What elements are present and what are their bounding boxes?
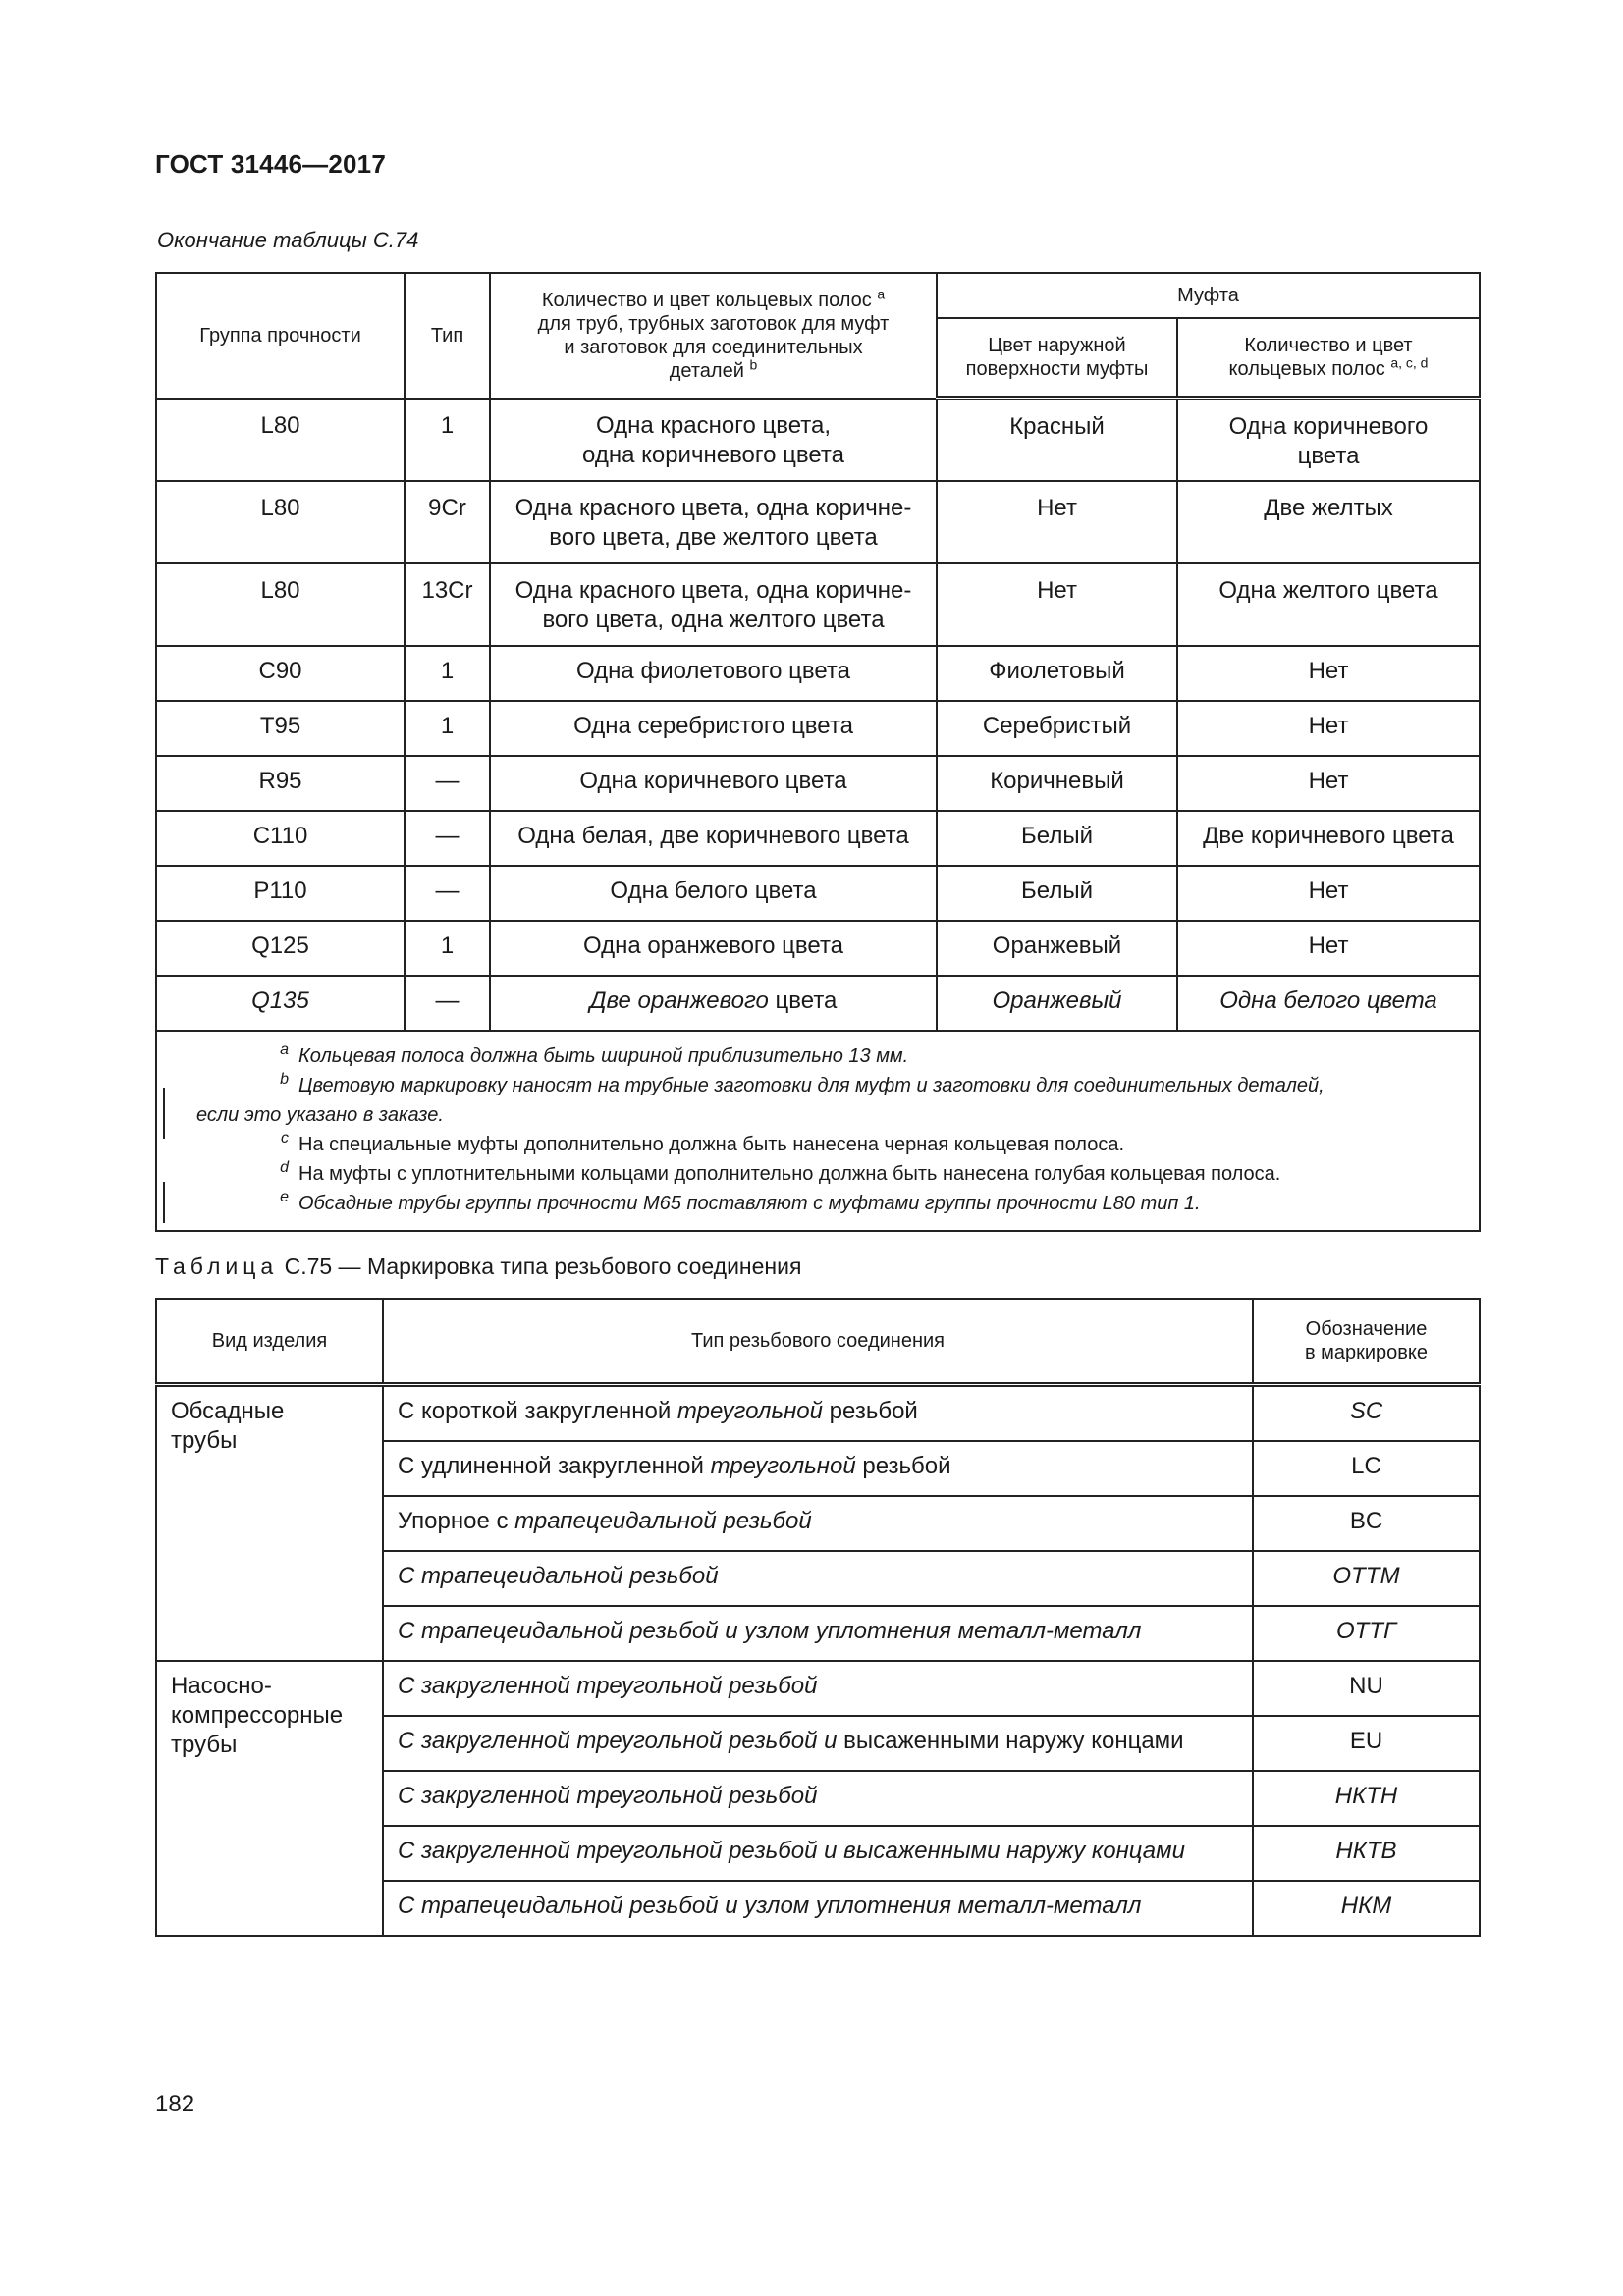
header-pipe-stripes: Количество и цвет кольцевых полос $^a$ для труб, трубных заготовок для муфт и заготовок для соединительных деталей $^b$ xyxy=(490,273,937,399)
cell-coupling-stripes: Одна коричневого цвета xyxy=(1177,399,1480,481)
cell-coupling-stripes: Нет xyxy=(1177,921,1480,976)
table-row xyxy=(156,481,1480,563)
table-row xyxy=(156,1661,1480,1716)
cell-coupling-color: Серебристый xyxy=(937,701,1177,756)
cell-coupling-color: Нет xyxy=(937,563,1177,646)
header-coupling-stripes: Количество и цвет кольцевых полос $^{a, c, d}$ xyxy=(1177,318,1480,399)
cell-group: Q135 xyxy=(156,976,405,1031)
cell-stripes: Одна серебристого цвета xyxy=(490,701,937,756)
cell-type: 1 xyxy=(405,921,490,976)
cell-stripes: Одна красного цвета, одна коричне- вого цвета, две желтого цвета xyxy=(490,481,937,563)
cell-code: ОТТГ xyxy=(1253,1606,1480,1661)
cell-stripes: Две оранжевого цвета xyxy=(490,976,937,1031)
cell-code: SC xyxy=(1253,1385,1480,1442)
cell-coupling-stripes: Нет xyxy=(1177,701,1480,756)
table-row xyxy=(156,701,1480,756)
header-coupling-color: Цвет наружной поверхности муфты xyxy=(937,318,1177,399)
cell-coupling-color: Оранжевый xyxy=(937,921,1177,976)
cell-coupling-stripes: Нет xyxy=(1177,866,1480,921)
cell-thread: С закругленной треугольной резьбой и высаженными наружу концами xyxy=(383,1716,1253,1771)
cell-type: 9Cr xyxy=(405,481,490,563)
cell-type: 1 xyxy=(405,399,490,481)
cell-code: ОТТМ xyxy=(1253,1551,1480,1606)
table-c74 xyxy=(155,272,1481,1232)
cell-group: Q125 xyxy=(156,921,405,976)
cell-coupling-stripes: Две коричневого цвета xyxy=(1177,811,1480,866)
cell-type: — xyxy=(405,756,490,811)
cell-thread: С удлиненной закругленной треугольной резьбой xyxy=(383,1441,1253,1496)
cell-code: LC xyxy=(1253,1441,1480,1496)
footnote-d: d На муфты с уплотнительными кольцами дополнительно должна быть нанесена голубая кольцевая полоса. xyxy=(280,1158,1281,1185)
header-coupling: Муфта xyxy=(937,273,1480,318)
cell-code: НКТН xyxy=(1253,1771,1480,1826)
document-title: ГОСТ 31446—2017 xyxy=(155,149,386,179)
cell-thread: С трапецеидальной резьбой и узлом уплотнения металл-металл xyxy=(383,1606,1253,1661)
table-row xyxy=(156,563,1480,646)
header-thread-type: Тип резьбового соединения xyxy=(383,1299,1253,1385)
header-type: Тип xyxy=(405,273,490,399)
header-strength-group: Группа прочности xyxy=(156,273,405,399)
cell-coupling-stripes: Нет xyxy=(1177,756,1480,811)
table-c74-caption: Окончание таблицы С.74 xyxy=(157,228,419,252)
table-c75-caption: Таблица С.75 — Маркировка типа резьбового соединения xyxy=(155,1254,802,1279)
header-marking-code: Обозначение в маркировке xyxy=(1253,1299,1480,1385)
cell-stripes: Одна белая, две коричневого цвета xyxy=(490,811,937,866)
cell-stripes: Одна фиолетового цвета xyxy=(490,646,937,701)
cell-coupling-color: Фиолетовый xyxy=(937,646,1177,701)
cell-thread: Упорное с трапецеидальной резьбой xyxy=(383,1496,1253,1551)
cell-group: P110 xyxy=(156,866,405,921)
cell-coupling-color: Белый xyxy=(937,811,1177,866)
table-c75 xyxy=(155,1298,1481,1937)
cell-product-casing: Обсадные трубы xyxy=(156,1385,383,1662)
cell-stripes: Одна красного цвета, одна коричне- вого цвета, одна желтого цвета xyxy=(490,563,937,646)
cell-type: 1 xyxy=(405,646,490,701)
change-bar xyxy=(163,1088,165,1139)
footnote-b: b Цветовую маркировку наносят на трубные заготовки для муфт и заготовки для соединительных деталей, xyxy=(280,1070,1325,1096)
cell-coupling-color: Красный xyxy=(937,399,1177,481)
cell-thread: С закругленной треугольной резьбой xyxy=(383,1771,1253,1826)
cell-code: EU xyxy=(1253,1716,1480,1771)
cell-group: R95 xyxy=(156,756,405,811)
cell-code: BC xyxy=(1253,1496,1480,1551)
cell-coupling-color: Оранжевый xyxy=(937,976,1177,1031)
cell-type: 13Cr xyxy=(405,563,490,646)
table-row xyxy=(156,921,1480,976)
cell-thread: С закругленной треугольной резьбой и высаженными наружу концами xyxy=(383,1826,1253,1881)
cell-coupling-color: Коричневый xyxy=(937,756,1177,811)
table-row xyxy=(156,976,1480,1031)
header-product-type: Вид изделия xyxy=(156,1299,383,1385)
cell-coupling-stripes: Нет xyxy=(1177,646,1480,701)
cell-code: NU xyxy=(1253,1661,1480,1716)
cell-coupling-stripes: Одна белого цвета xyxy=(1177,976,1480,1031)
table-footnotes xyxy=(156,1031,1480,1231)
cell-group: C110 xyxy=(156,811,405,866)
cell-type: — xyxy=(405,866,490,921)
cell-code: НКТВ xyxy=(1253,1826,1480,1881)
change-bar xyxy=(163,1182,165,1223)
table-row xyxy=(156,756,1480,811)
cell-group: T95 xyxy=(156,701,405,756)
cell-group: L80 xyxy=(156,563,405,646)
cell-group: L80 xyxy=(156,399,405,481)
cell-coupling-stripes: Две желтых xyxy=(1177,481,1480,563)
page-number: 182 xyxy=(155,2091,195,2117)
table-notes-row xyxy=(156,1031,1480,1231)
table-row xyxy=(156,811,1480,866)
footnote-e: e Обсадные трубы группы прочности М65 поставляют с муфтами группы прочности L80 тип 1. xyxy=(280,1188,1201,1214)
cell-type: — xyxy=(405,976,490,1031)
cell-code: НКМ xyxy=(1253,1881,1480,1936)
cell-stripes: Одна оранжевого цвета xyxy=(490,921,937,976)
cell-coupling-stripes: Одна желтого цвета xyxy=(1177,563,1480,646)
cell-thread: С закругленной треугольной резьбой xyxy=(383,1661,1253,1716)
cell-thread: С трапецеидальной резьбой xyxy=(383,1551,1253,1606)
cell-group: C90 xyxy=(156,646,405,701)
cell-group: L80 xyxy=(156,481,405,563)
table-row xyxy=(156,399,1480,481)
cell-type: 1 xyxy=(405,701,490,756)
cell-product-tubing: Насосно- компрессорные трубы xyxy=(156,1661,383,1936)
table-row xyxy=(156,646,1480,701)
cell-thread: С короткой закругленной треугольной резьбой xyxy=(383,1385,1253,1442)
cell-coupling-color: Нет xyxy=(937,481,1177,563)
cell-stripes: Одна красного цвета, одна коричневого цвета xyxy=(490,399,937,481)
cell-thread: С трапецеидальной резьбой и узлом уплотнения металл-металл xyxy=(383,1881,1253,1936)
footnote-a: a Кольцевая полоса должна быть шириной приблизительно 13 мм. xyxy=(280,1041,909,1067)
footnote-b-continued: если это указано в заказе. xyxy=(196,1103,444,1126)
table-row xyxy=(156,866,1480,921)
footnote-c: c На специальные муфты дополнительно должна быть нанесена черная кольцевая полоса. xyxy=(281,1129,1124,1155)
cell-stripes: Одна коричневого цвета xyxy=(490,756,937,811)
cell-stripes: Одна белого цвета xyxy=(490,866,937,921)
table-row xyxy=(156,1385,1480,1442)
cell-type: — xyxy=(405,811,490,866)
cell-coupling-color: Белый xyxy=(937,866,1177,921)
